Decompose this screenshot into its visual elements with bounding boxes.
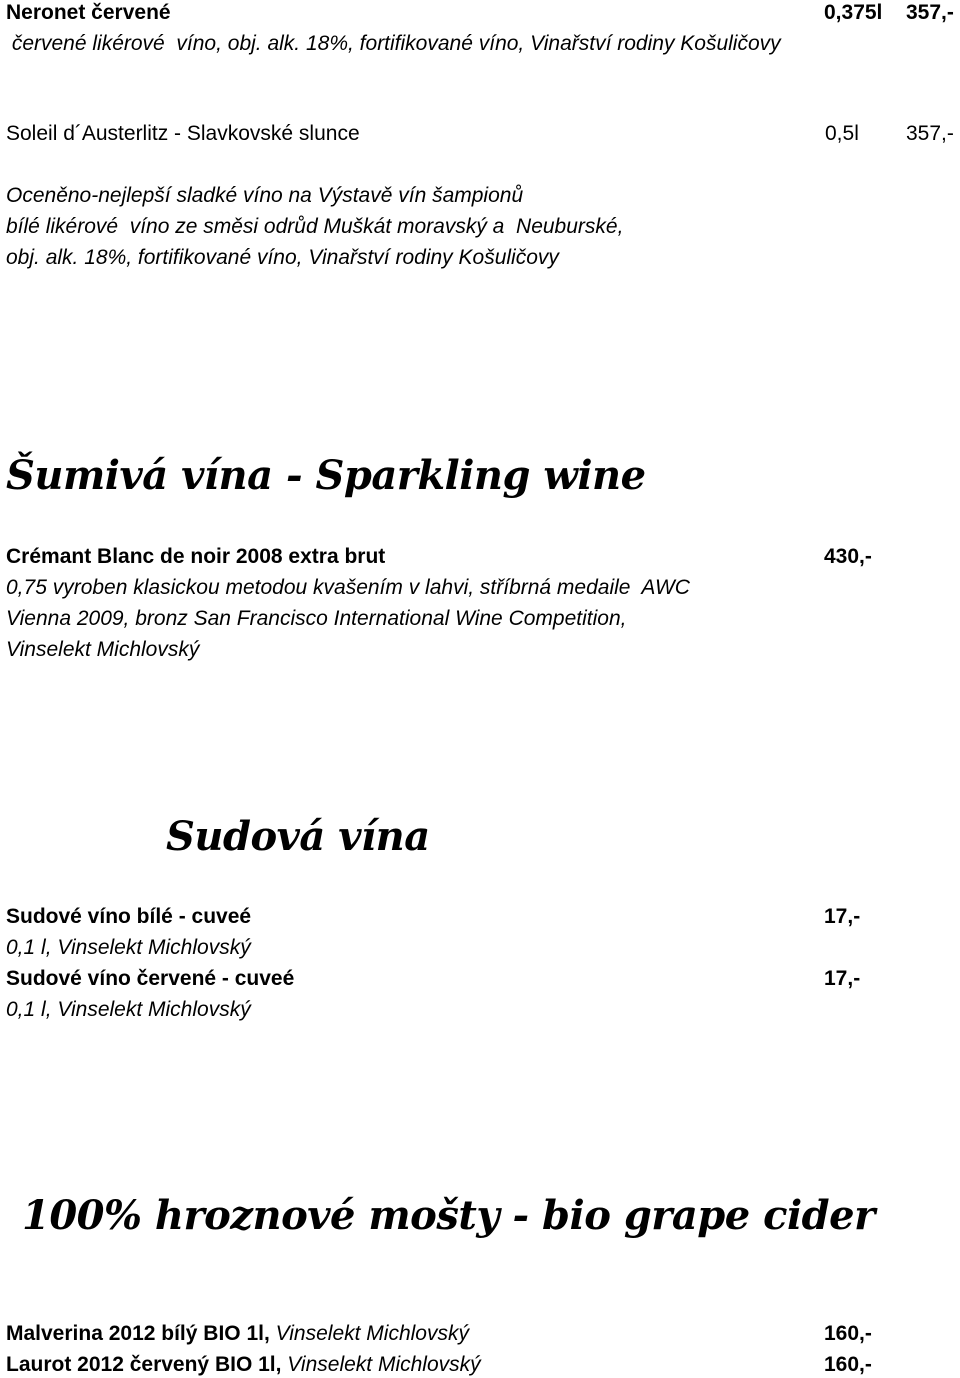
item-name: Soleil d´Austerlitz - Slavkovské slunce [6, 122, 360, 145]
list-item [6, 1321, 469, 1347]
list-item [6, 1352, 481, 1378]
item-description: Vinselekt Michlovský [6, 638, 200, 661]
item-price: 17,- [824, 967, 861, 990]
item-description: bílé likérové víno ze směsi odrůd Muškát moravský a Neuburské, [6, 215, 624, 238]
item-description: 0,1 l, Vinselekt Michlovský [6, 936, 251, 959]
item-description: 0,1 l, Vinselekt Michlovský [6, 998, 251, 1021]
item-name: Neronet červené [6, 1, 171, 24]
item-price: 357,- [906, 122, 954, 145]
item-name: Sudové víno bílé - cuveé [6, 905, 252, 928]
item-description: Oceněno-nejlepší sladké víno na Výstavě vín šampionů [6, 184, 524, 207]
item-description: Vienna 2009, bronz San Francisco International Wine Competition, [6, 607, 627, 630]
item-volume: 0,5l [825, 122, 859, 145]
section-heading-cider: 100% hroznové mošty - bio grape cider [22, 1192, 875, 1239]
item-description: 0,75 vyroben klasickou metodou kvašením v lahvi, stříbrná medaile AWC [6, 576, 690, 599]
item-price: 160,- [824, 1353, 872, 1376]
item-description: červené likérové víno, obj. alk. 18%, fortifikované víno, Vinařství rodiny Košuličovy [6, 32, 781, 55]
item-producer: Vinselekt Michlovský [281, 1353, 481, 1376]
item-price: 357,- [906, 1, 954, 24]
item-name: Crémant Blanc de noir 2008 extra brut [6, 545, 386, 568]
item-producer: Vinselekt Michlovský [269, 1322, 469, 1345]
item-name: Malverina 2012 bílý BIO 1l, [6, 1322, 270, 1345]
item-description: obj. alk. 18%, fortifikované víno, Vinařství rodiny Košuličovy [6, 246, 559, 269]
item-price: 160,- [824, 1322, 872, 1345]
item-name: Laurot 2012 červený BIO 1l, [6, 1353, 282, 1376]
item-price: 430,- [824, 545, 872, 568]
item-name: Sudové víno červené - cuveé [6, 967, 295, 990]
item-volume: 0,375l [824, 1, 883, 24]
section-heading-sparkling: Šumivá vína - Sparkling wine [6, 452, 646, 499]
item-price: 17,- [824, 905, 861, 928]
section-heading-barrel: Sudová vína [166, 813, 430, 860]
